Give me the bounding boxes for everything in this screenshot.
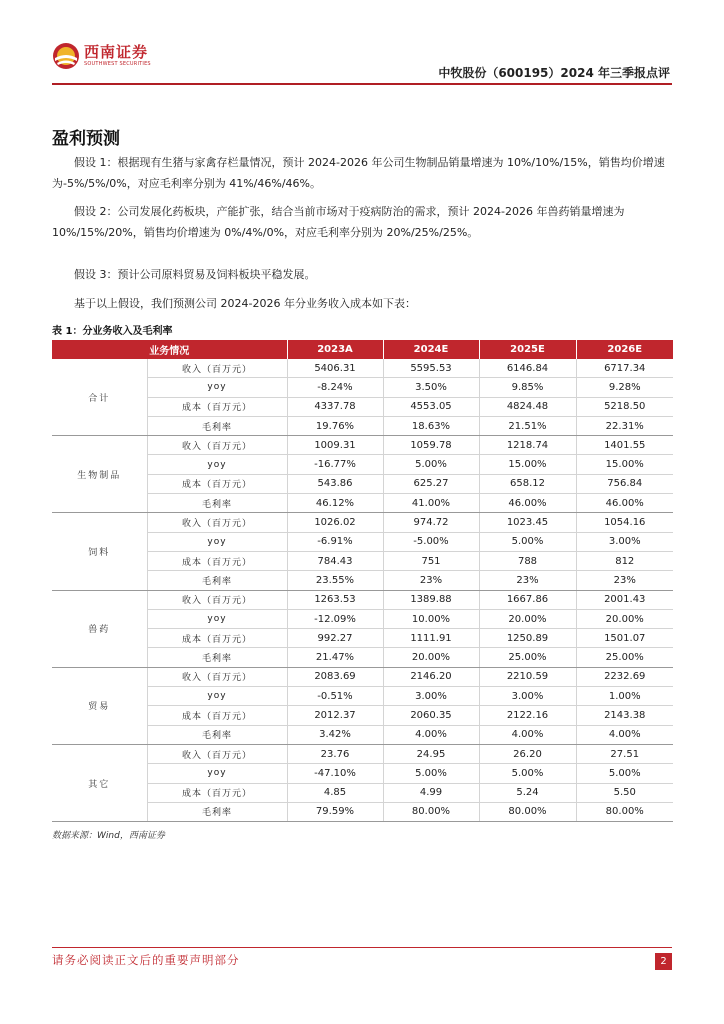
assumption-paragraph-3: 假设 3：预计公司原料贸易及饲料板块平稳发展。 bbox=[74, 268, 316, 281]
value-cell: 9.28% bbox=[576, 378, 673, 397]
value-cell: 1059.78 bbox=[383, 436, 479, 455]
metric-name-cell: 毛利率 bbox=[147, 416, 287, 435]
value-cell: 1389.88 bbox=[383, 590, 479, 609]
metric-name-cell: 毛利率 bbox=[147, 725, 287, 744]
value-cell: -6.91% bbox=[287, 532, 383, 551]
value-cell: 5.00% bbox=[383, 455, 479, 474]
value-cell: 24.95 bbox=[383, 744, 479, 763]
value-cell: 625.27 bbox=[383, 474, 479, 493]
value-cell: 80.00% bbox=[383, 802, 479, 821]
value-cell: 1.00% bbox=[576, 687, 673, 706]
value-cell: 2143.38 bbox=[576, 706, 673, 725]
value-cell: 4.00% bbox=[383, 725, 479, 744]
value-cell: 4.99 bbox=[383, 783, 479, 802]
value-cell: 21.51% bbox=[479, 416, 576, 435]
assumption-paragraph-2: 假设 2：公司发展化药板块，产能扩张，结合当前市场对于疫病防治的需求，预计 2024-2026 年兽药销量增速为 10%/15%/20%，销售均价增速为 0%/4%/0%，对应毛利率分别为 20%/25%/25%。 bbox=[52, 205, 625, 239]
metric-name-cell: 成本（百万元） bbox=[147, 474, 287, 493]
value-cell: 3.00% bbox=[479, 687, 576, 706]
table-row bbox=[52, 744, 673, 763]
value-cell: 3.00% bbox=[383, 687, 479, 706]
value-cell: 2122.16 bbox=[479, 706, 576, 725]
value-cell: 1009.31 bbox=[287, 436, 383, 455]
header-cell-2025e: 2025E bbox=[479, 340, 576, 359]
segment-name-cell: 饲料 bbox=[52, 513, 147, 590]
metric-name-cell: yoy bbox=[147, 532, 287, 551]
value-cell: 1054.16 bbox=[576, 513, 673, 532]
value-cell: 4.00% bbox=[576, 725, 673, 744]
value-cell: 3.50% bbox=[383, 378, 479, 397]
value-cell: -5.00% bbox=[383, 532, 479, 551]
value-cell: 658.12 bbox=[479, 474, 576, 493]
data-source-note: 数据来源：Wind，西南证券 bbox=[52, 831, 165, 841]
value-cell: 20.00% bbox=[383, 648, 479, 667]
metric-name-cell: 收入（百万元） bbox=[147, 590, 287, 609]
value-cell: 543.86 bbox=[287, 474, 383, 493]
metric-name-cell: 毛利率 bbox=[147, 802, 287, 821]
segment-name-cell: 合计 bbox=[52, 359, 147, 436]
forecast-intro-paragraph: 基于以上假设，我们预测公司 2024-2026 年分业务收入成本如下表： bbox=[74, 297, 416, 310]
value-cell: 25.00% bbox=[576, 648, 673, 667]
section-title: 盈利预测 bbox=[52, 129, 120, 149]
value-cell: 1667.86 bbox=[479, 590, 576, 609]
metric-name-cell: yoy bbox=[147, 764, 287, 783]
table-row bbox=[52, 513, 673, 532]
value-cell: 2210.59 bbox=[479, 667, 576, 686]
metric-name-cell: 成本（百万元） bbox=[147, 706, 287, 725]
table-body bbox=[52, 359, 673, 822]
value-cell: 23% bbox=[479, 571, 576, 590]
value-cell: 23.76 bbox=[287, 744, 383, 763]
value-cell: 15.00% bbox=[576, 455, 673, 474]
value-cell: 3.42% bbox=[287, 725, 383, 744]
value-cell: 4.85 bbox=[287, 783, 383, 802]
value-cell: 10.00% bbox=[383, 609, 479, 628]
value-cell: 1501.07 bbox=[576, 629, 673, 648]
value-cell: 784.43 bbox=[287, 551, 383, 570]
value-cell: 5595.53 bbox=[383, 359, 479, 378]
metric-name-cell: 成本（百万元） bbox=[147, 397, 287, 416]
value-cell: 2060.35 bbox=[383, 706, 479, 725]
value-cell: 5.00% bbox=[479, 764, 576, 783]
report-title: 中牧股份（600195）2024 年三季报点评 bbox=[438, 66, 670, 80]
metric-name-cell: 毛利率 bbox=[147, 571, 287, 590]
metric-name-cell: 成本（百万元） bbox=[147, 629, 287, 648]
value-cell: 26.20 bbox=[479, 744, 576, 763]
disclaimer-note: 请务必阅读正文后的重要声明部分 bbox=[52, 953, 240, 967]
value-cell: -47.10% bbox=[287, 764, 383, 783]
value-cell: 46.12% bbox=[287, 494, 383, 513]
page-header bbox=[52, 38, 672, 86]
value-cell: 1401.55 bbox=[576, 436, 673, 455]
value-cell: 6146.84 bbox=[479, 359, 576, 378]
header-divider bbox=[52, 83, 672, 85]
value-cell: 22.31% bbox=[576, 416, 673, 435]
value-cell: 5.24 bbox=[479, 783, 576, 802]
table-caption: 表 1：分业务收入及毛利率 bbox=[52, 326, 173, 337]
table-header-row bbox=[52, 340, 673, 359]
value-cell: 1218.74 bbox=[479, 436, 576, 455]
segment-name-cell: 兽药 bbox=[52, 590, 147, 667]
table-row bbox=[52, 667, 673, 686]
value-cell: 4.00% bbox=[479, 725, 576, 744]
table-row bbox=[52, 436, 673, 455]
value-cell: 46.00% bbox=[479, 494, 576, 513]
value-cell: 5.00% bbox=[383, 764, 479, 783]
segment-revenue-table bbox=[52, 340, 673, 822]
value-cell: 18.63% bbox=[383, 416, 479, 435]
footer-divider bbox=[52, 947, 672, 948]
value-cell: 20.00% bbox=[479, 609, 576, 628]
metric-name-cell: 收入（百万元） bbox=[147, 513, 287, 532]
metric-name-cell: yoy bbox=[147, 378, 287, 397]
table-row bbox=[52, 590, 673, 609]
value-cell: 20.00% bbox=[576, 609, 673, 628]
value-cell: -0.51% bbox=[287, 687, 383, 706]
table-row bbox=[52, 359, 673, 378]
value-cell: 79.59% bbox=[287, 802, 383, 821]
metric-name-cell: yoy bbox=[147, 455, 287, 474]
header-cell-2024e: 2024E bbox=[383, 340, 479, 359]
assumption-paragraph-1: 假设 1：根据现有生猪与家禽存栏量情况，预计 2024-2026 年公司生物制品销量增速为 10%/10%/15%，销售均价增速为-5%/5%/0%，对应毛利率分别为 41%/46%/46%。 bbox=[52, 156, 665, 190]
metric-name-cell: 成本（百万元） bbox=[147, 783, 287, 802]
value-cell: 46.00% bbox=[576, 494, 673, 513]
value-cell: 5.50 bbox=[576, 783, 673, 802]
value-cell: 80.00% bbox=[576, 802, 673, 821]
page-number: 2 bbox=[655, 953, 672, 970]
value-cell: 4824.48 bbox=[479, 397, 576, 416]
metric-name-cell: 收入（百万元） bbox=[147, 667, 287, 686]
value-cell: 751 bbox=[383, 551, 479, 570]
value-cell: 756.84 bbox=[576, 474, 673, 493]
value-cell: 1023.45 bbox=[479, 513, 576, 532]
value-cell: 5.00% bbox=[576, 764, 673, 783]
value-cell: 6717.34 bbox=[576, 359, 673, 378]
value-cell: 4553.05 bbox=[383, 397, 479, 416]
value-cell: 1263.53 bbox=[287, 590, 383, 609]
value-cell: 3.00% bbox=[576, 532, 673, 551]
value-cell: 41.00% bbox=[383, 494, 479, 513]
metric-name-cell: 毛利率 bbox=[147, 494, 287, 513]
metric-name-cell: 毛利率 bbox=[147, 648, 287, 667]
value-cell: 23% bbox=[383, 571, 479, 590]
metric-name-cell: 成本（百万元） bbox=[147, 551, 287, 570]
value-cell: -16.77% bbox=[287, 455, 383, 474]
value-cell: 812 bbox=[576, 551, 673, 570]
metric-name-cell: 收入（百万元） bbox=[147, 359, 287, 378]
header-cell-2026e: 2026E bbox=[576, 340, 673, 359]
header-cell-2023a: 2023A bbox=[287, 340, 383, 359]
value-cell: 27.51 bbox=[576, 744, 673, 763]
value-cell: 15.00% bbox=[479, 455, 576, 474]
value-cell: 80.00% bbox=[479, 802, 576, 821]
value-cell: 2001.43 bbox=[576, 590, 673, 609]
value-cell: -8.24% bbox=[287, 378, 383, 397]
value-cell: 974.72 bbox=[383, 513, 479, 532]
value-cell: 23.55% bbox=[287, 571, 383, 590]
company-logo-icon bbox=[52, 42, 80, 70]
metric-name-cell: yoy bbox=[147, 687, 287, 706]
value-cell: 2012.37 bbox=[287, 706, 383, 725]
value-cell: 19.76% bbox=[287, 416, 383, 435]
header-cell-business: 业务情况 bbox=[52, 340, 287, 359]
value-cell: 9.85% bbox=[479, 378, 576, 397]
logo-chinese-name: 西南证券 bbox=[84, 43, 149, 61]
value-cell: 21.47% bbox=[287, 648, 383, 667]
value-cell: 5218.50 bbox=[576, 397, 673, 416]
metric-name-cell: yoy bbox=[147, 609, 287, 628]
value-cell: 2146.20 bbox=[383, 667, 479, 686]
value-cell: 2083.69 bbox=[287, 667, 383, 686]
value-cell: 5.00% bbox=[479, 532, 576, 551]
company-logo bbox=[52, 42, 151, 70]
value-cell: 25.00% bbox=[479, 648, 576, 667]
value-cell: 1111.91 bbox=[383, 629, 479, 648]
value-cell: 992.27 bbox=[287, 629, 383, 648]
value-cell: 2232.69 bbox=[576, 667, 673, 686]
segment-name-cell: 生物制品 bbox=[52, 436, 147, 513]
metric-name-cell: 收入（百万元） bbox=[147, 436, 287, 455]
value-cell: -12.09% bbox=[287, 609, 383, 628]
value-cell: 4337.78 bbox=[287, 397, 383, 416]
logo-english-name: SOUTHWEST SECURITIES bbox=[84, 61, 151, 67]
segment-name-cell: 其它 bbox=[52, 744, 147, 821]
segment-name-cell: 贸易 bbox=[52, 667, 147, 744]
value-cell: 788 bbox=[479, 551, 576, 570]
value-cell: 23% bbox=[576, 571, 673, 590]
metric-name-cell: 收入（百万元） bbox=[147, 744, 287, 763]
value-cell: 1250.89 bbox=[479, 629, 576, 648]
value-cell: 1026.02 bbox=[287, 513, 383, 532]
value-cell: 5406.31 bbox=[287, 359, 383, 378]
